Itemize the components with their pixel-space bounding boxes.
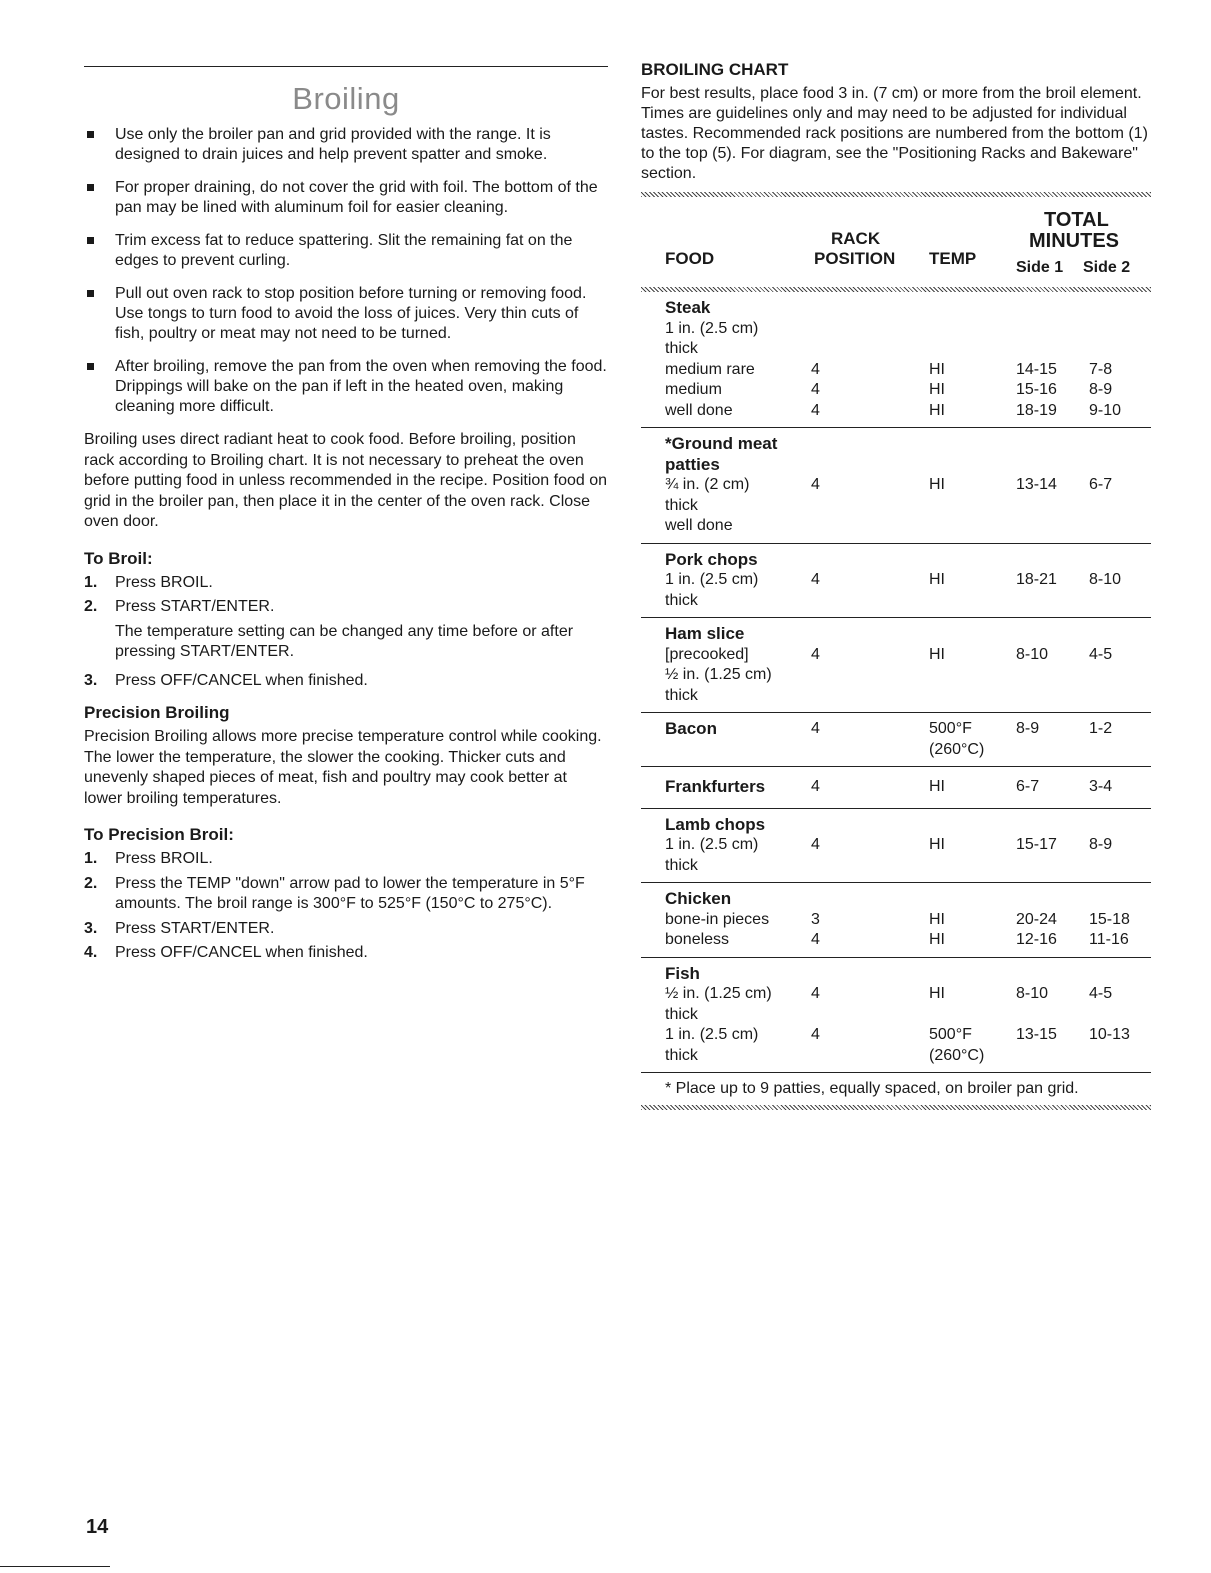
chart-title: BROILING CHART bbox=[641, 60, 789, 79]
table-row: medium rare 4 HI 14-15 7-8 bbox=[665, 360, 1113, 378]
food-lamb-chops bbox=[641, 809, 1151, 884]
header-minutes: MINUTES bbox=[1029, 230, 1119, 252]
table-row: [precooked] 4 HI 8-10 4-5 bbox=[665, 645, 1113, 663]
broiling-section bbox=[84, 66, 608, 974]
bullet-icon bbox=[87, 363, 94, 370]
header-food: FOOD bbox=[665, 249, 715, 268]
food-steak bbox=[641, 292, 1151, 428]
section-top-rule bbox=[84, 66, 608, 67]
food-detail: thick bbox=[665, 340, 698, 357]
tip-item: Use only the broiler pan and grid provided with the range. It is designed to drain juices and help prevent spatter and smoke. bbox=[84, 125, 608, 165]
food-name: *Ground meat bbox=[665, 434, 778, 453]
food-detail: thick bbox=[665, 496, 698, 514]
step-item: 1. Press BROIL. bbox=[84, 850, 213, 867]
bullet-icon bbox=[87, 237, 94, 244]
food-bacon bbox=[641, 713, 1151, 767]
chart-footnote: * Place up to 9 patties, equally spaced, on broiler pan grid. bbox=[665, 1080, 1079, 1097]
bottom-rule bbox=[0, 1566, 110, 1567]
precision-broiling-text: Precision Broiling allows more precise temperature control while cooking. The lower the temperature, the slower the cooking. Thicker cuts and unevenly shaped pieces of meat, fish and poultry may cook better at lower broiling temperatures. bbox=[84, 728, 602, 807]
to-broil-steps-cont bbox=[84, 671, 608, 692]
header-side-2: Side 2 bbox=[1083, 259, 1131, 276]
table-row: Frankfurters 4 HI 6-7 3-4 bbox=[665, 777, 1113, 796]
table-row: bone-in pieces 3 HI 20-24 15-18 bbox=[665, 910, 1130, 928]
broiling-intro: Broiling uses direct radiant heat to cook food. Before broiling, position rack according to Broiling chart. It is not necessary to preheat the oven before putting food in unless recommended in the recipe. Position food on grid in the broiler pan, then place it in the center of the oven rack. Close oven door. bbox=[84, 431, 607, 530]
step-item: 3. Press OFF/CANCEL when finished. bbox=[84, 671, 368, 689]
chart-header bbox=[641, 197, 1151, 287]
header-position: POSITION bbox=[814, 249, 896, 268]
bullet-icon bbox=[87, 290, 94, 297]
hatch-rule bbox=[641, 1105, 1151, 1110]
page-number: 14 bbox=[86, 1516, 109, 1538]
food-frankfurters bbox=[641, 767, 1151, 809]
tip-item: Pull out oven rack to stop position before turning or removing food. Use tongs to turn food to avoid the loss of juices. Very thin cuts of fish, poultry or meat may not need to be turned. bbox=[84, 284, 608, 344]
step-item: 2. Press the TEMP "down" arrow pad to lower the temperature in 5°F amounts. The broil range is 300°F to 525°F (150°C to 275°C). bbox=[84, 874, 585, 912]
tip-item: For proper draining, do not cover the grid with foil. The bottom of the pan may be lined with aluminum foil for easier cleaning. bbox=[84, 178, 608, 218]
food-detail: thick bbox=[665, 856, 698, 874]
table-row: ¾ in. (2 cm) 4 HI 13-14 6-7 bbox=[665, 476, 1113, 493]
food-name: Ham slice bbox=[665, 624, 745, 643]
tip-item: Trim excess fat to reduce spattering. Slit the remaining fat on the edges to prevent curling. bbox=[84, 231, 608, 271]
section-title: Broiling bbox=[292, 81, 400, 116]
to-precision-broil-steps bbox=[84, 849, 608, 964]
bullet-icon bbox=[87, 131, 94, 138]
to-precision-broil-heading: To Precision Broil: bbox=[84, 825, 234, 844]
precision-broiling-heading: Precision Broiling bbox=[84, 703, 230, 722]
food-detail: thick bbox=[665, 1005, 698, 1023]
bullet-icon bbox=[87, 184, 94, 191]
header-temp: TEMP bbox=[929, 249, 977, 268]
tip-item: After broiling, remove the pan from the oven when removing the food. Drippings will bake on the pan if left in the heated oven, making cleaning more difficult. bbox=[84, 357, 608, 417]
step-item: 2. Press START/ENTER. bbox=[84, 598, 275, 615]
food-name: patties bbox=[665, 454, 720, 474]
food-chicken bbox=[641, 883, 1151, 958]
header-side-1: Side 1 bbox=[1016, 259, 1064, 276]
food-ground-meat bbox=[641, 428, 1151, 544]
food-name: Lamb chops bbox=[665, 814, 766, 834]
step-item: 1. Press BROIL. bbox=[84, 573, 213, 591]
food-detail: thick bbox=[665, 686, 698, 704]
food-fish bbox=[641, 958, 1151, 1074]
to-broil-heading: To Broil: bbox=[84, 548, 153, 568]
table-row: ½ in. (1.25 cm) 4 HI 8-10 4-5 bbox=[665, 985, 1113, 1002]
food-detail: (260°C) bbox=[929, 740, 985, 758]
broiling-chart bbox=[641, 60, 1161, 1110]
food-detail: ½ in. (1.25 cm) bbox=[665, 666, 772, 683]
step-note: The temperature setting can be changed any time before or after pressing START/ENTER. bbox=[115, 622, 574, 660]
food-name: Fish bbox=[665, 963, 700, 983]
food-detail: well done bbox=[665, 517, 733, 534]
table-row: 1 in. (2.5 cm) 4 HI 18-21 8-10 bbox=[665, 571, 1122, 588]
food-detail: thick bbox=[665, 591, 698, 609]
food-ham-slice bbox=[641, 618, 1151, 713]
food-pork-chops bbox=[641, 544, 1151, 619]
food-detail: thick (260°C) bbox=[665, 1046, 985, 1064]
food-name: Chicken bbox=[665, 889, 732, 908]
table-row: well done 4 HI 18-19 9-10 bbox=[665, 401, 1122, 419]
header-rack: RACK bbox=[831, 229, 881, 248]
table-row: Bacon 4 500°F 8-9 1-2 bbox=[665, 719, 1113, 738]
food-name: Steak bbox=[665, 298, 711, 317]
food-name: Pork chops bbox=[665, 549, 758, 569]
step-item: 3. Press START/ENTER. bbox=[84, 919, 275, 937]
table-row: 1 in. (2.5 cm) 4 500°F 13-15 10-13 bbox=[665, 1026, 1130, 1043]
tips-list bbox=[84, 125, 608, 417]
table-row: boneless 4 HI 12-16 11-16 bbox=[665, 931, 1129, 948]
step-item: 4. Press OFF/CANCEL when finished. bbox=[84, 944, 368, 961]
to-broil-steps bbox=[84, 573, 608, 618]
food-detail: 1 in. (2.5 cm) bbox=[665, 319, 759, 337]
header-total: TOTAL bbox=[1044, 209, 1109, 231]
table-row: 1 in. (2.5 cm) 4 HI 15-17 8-9 bbox=[665, 836, 1113, 853]
chart-intro: For best results, place food 3 in. (7 cm) or more from the broil element. Times are guidelines only and may need to be adjusted for individual tastes. Recommended rack positions are numbered from the bottom (1) to the top (5). For diagram, see the "Positioning Racks and Bakeware" section. bbox=[641, 85, 1148, 182]
table-row: medium 4 HI 15-16 8-9 bbox=[665, 381, 1113, 398]
